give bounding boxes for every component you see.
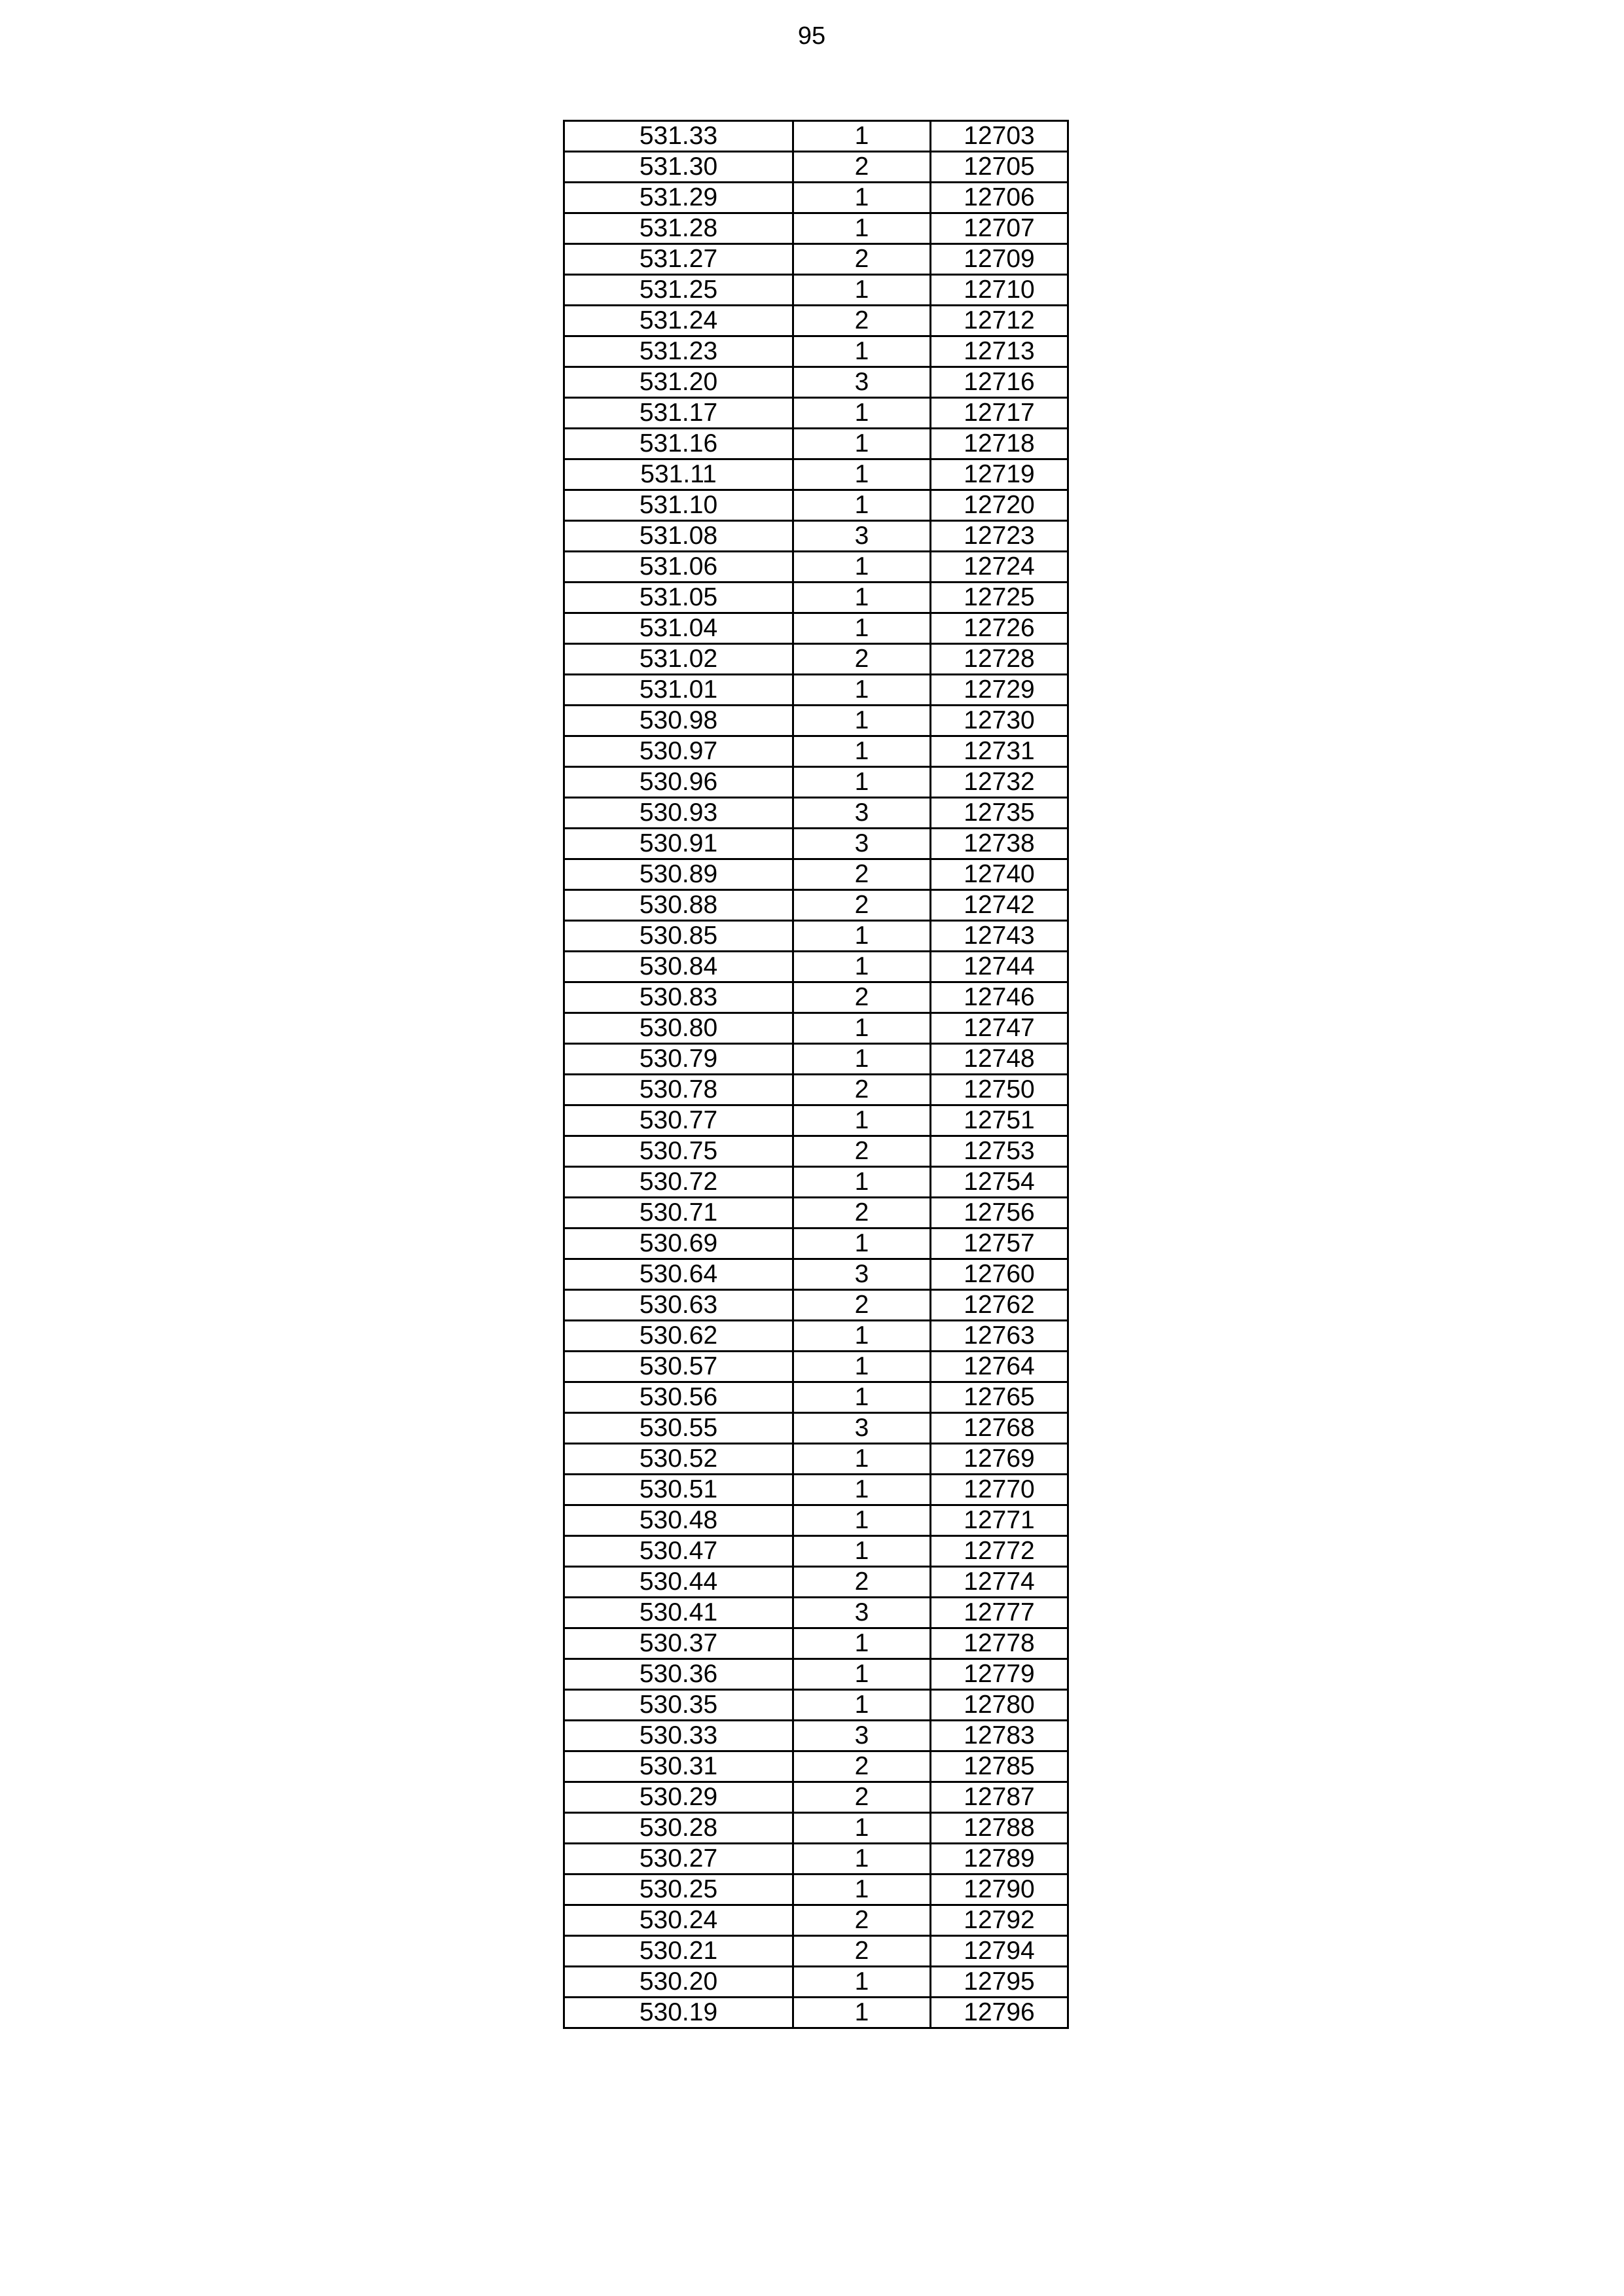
value-cell: 530.52 bbox=[564, 1444, 793, 1475]
table-row bbox=[564, 121, 1068, 152]
cumulative-cell: 12778 bbox=[931, 1628, 1068, 1659]
table-row bbox=[564, 1075, 1068, 1105]
data-table bbox=[563, 120, 1069, 2029]
table-row bbox=[564, 1844, 1068, 1874]
value-cell: 531.06 bbox=[564, 552, 793, 583]
table-row bbox=[564, 1382, 1068, 1413]
cumulative-cell: 12754 bbox=[931, 1167, 1068, 1198]
value-cell: 530.96 bbox=[564, 767, 793, 798]
count-cell: 3 bbox=[793, 1598, 931, 1628]
table-row bbox=[564, 921, 1068, 952]
table-row bbox=[564, 613, 1068, 644]
count-cell: 1 bbox=[793, 1536, 931, 1567]
table-row bbox=[564, 183, 1068, 213]
table-row bbox=[564, 152, 1068, 183]
cumulative-cell: 12794 bbox=[931, 1936, 1068, 1967]
cumulative-cell: 12712 bbox=[931, 306, 1068, 336]
count-cell: 1 bbox=[793, 613, 931, 644]
count-cell: 1 bbox=[793, 1382, 931, 1413]
value-cell: 530.36 bbox=[564, 1659, 793, 1690]
value-cell: 530.27 bbox=[564, 1844, 793, 1874]
value-cell: 530.77 bbox=[564, 1105, 793, 1136]
cumulative-cell: 12765 bbox=[931, 1382, 1068, 1413]
table-row bbox=[564, 1259, 1068, 1290]
cumulative-cell: 12744 bbox=[931, 952, 1068, 982]
cumulative-cell: 12730 bbox=[931, 706, 1068, 736]
count-cell: 1 bbox=[793, 121, 931, 152]
value-cell: 531.30 bbox=[564, 152, 793, 183]
cumulative-cell: 12780 bbox=[931, 1690, 1068, 1721]
table-row bbox=[564, 1690, 1068, 1721]
cumulative-cell: 12719 bbox=[931, 459, 1068, 490]
value-cell: 530.47 bbox=[564, 1536, 793, 1567]
value-cell: 530.20 bbox=[564, 1967, 793, 1998]
count-cell: 1 bbox=[793, 1229, 931, 1259]
table-row bbox=[564, 1813, 1068, 1844]
value-cell: 530.91 bbox=[564, 829, 793, 859]
cumulative-cell: 12718 bbox=[931, 429, 1068, 459]
table-row bbox=[564, 1475, 1068, 1505]
count-cell: 1 bbox=[793, 1352, 931, 1382]
cumulative-cell: 12705 bbox=[931, 152, 1068, 183]
value-cell: 531.23 bbox=[564, 336, 793, 367]
count-cell: 1 bbox=[793, 1813, 931, 1844]
table-row bbox=[564, 552, 1068, 583]
value-cell: 530.25 bbox=[564, 1874, 793, 1905]
count-cell: 1 bbox=[793, 213, 931, 244]
table-row bbox=[564, 1444, 1068, 1475]
cumulative-cell: 12770 bbox=[931, 1475, 1068, 1505]
value-cell: 531.29 bbox=[564, 183, 793, 213]
value-cell: 531.27 bbox=[564, 244, 793, 275]
table-row bbox=[564, 306, 1068, 336]
count-cell: 1 bbox=[793, 1167, 931, 1198]
cumulative-cell: 12723 bbox=[931, 521, 1068, 552]
count-cell: 2 bbox=[793, 859, 931, 890]
cumulative-cell: 12788 bbox=[931, 1813, 1068, 1844]
cumulative-cell: 12729 bbox=[931, 675, 1068, 706]
count-cell: 2 bbox=[793, 890, 931, 921]
count-cell: 2 bbox=[793, 1936, 931, 1967]
table-row bbox=[564, 675, 1068, 706]
table-row bbox=[564, 521, 1068, 552]
value-cell: 530.48 bbox=[564, 1505, 793, 1536]
cumulative-cell: 12792 bbox=[931, 1905, 1068, 1936]
table-row bbox=[564, 798, 1068, 829]
table-row bbox=[564, 1905, 1068, 1936]
table-row bbox=[564, 1167, 1068, 1198]
cumulative-cell: 12724 bbox=[931, 552, 1068, 583]
table-row bbox=[564, 490, 1068, 521]
table-row bbox=[564, 982, 1068, 1013]
cumulative-cell: 12743 bbox=[931, 921, 1068, 952]
table-row bbox=[564, 1598, 1068, 1628]
value-cell: 530.24 bbox=[564, 1905, 793, 1936]
count-cell: 3 bbox=[793, 521, 931, 552]
value-cell: 531.05 bbox=[564, 583, 793, 613]
cumulative-cell: 12787 bbox=[931, 1782, 1068, 1813]
cumulative-cell: 12785 bbox=[931, 1751, 1068, 1782]
value-cell: 530.89 bbox=[564, 859, 793, 890]
table-row bbox=[564, 1044, 1068, 1075]
table-row bbox=[564, 644, 1068, 675]
count-cell: 1 bbox=[793, 398, 931, 429]
count-cell: 1 bbox=[793, 675, 931, 706]
count-cell: 2 bbox=[793, 244, 931, 275]
value-cell: 531.17 bbox=[564, 398, 793, 429]
count-cell: 1 bbox=[793, 767, 931, 798]
cumulative-cell: 12713 bbox=[931, 336, 1068, 367]
count-cell: 1 bbox=[793, 1874, 931, 1905]
table-row bbox=[564, 367, 1068, 398]
value-cell: 530.44 bbox=[564, 1567, 793, 1598]
table-row bbox=[564, 890, 1068, 921]
cumulative-cell: 12779 bbox=[931, 1659, 1068, 1690]
table-row bbox=[564, 1105, 1068, 1136]
table-row bbox=[564, 1721, 1068, 1751]
table-row bbox=[564, 1352, 1068, 1382]
value-cell: 530.28 bbox=[564, 1813, 793, 1844]
table-row bbox=[564, 1413, 1068, 1444]
count-cell: 2 bbox=[793, 982, 931, 1013]
table-row bbox=[564, 1013, 1068, 1044]
count-cell: 1 bbox=[793, 490, 931, 521]
table-row bbox=[564, 1536, 1068, 1567]
value-cell: 531.10 bbox=[564, 490, 793, 521]
count-cell: 1 bbox=[793, 1628, 931, 1659]
table-row bbox=[564, 767, 1068, 798]
cumulative-cell: 12751 bbox=[931, 1105, 1068, 1136]
value-cell: 530.41 bbox=[564, 1598, 793, 1628]
value-cell: 530.35 bbox=[564, 1690, 793, 1721]
value-cell: 531.01 bbox=[564, 675, 793, 706]
value-cell: 531.11 bbox=[564, 459, 793, 490]
count-cell: 1 bbox=[793, 1105, 931, 1136]
cumulative-cell: 12747 bbox=[931, 1013, 1068, 1044]
table-row bbox=[564, 1628, 1068, 1659]
table-row bbox=[564, 1936, 1068, 1967]
count-cell: 1 bbox=[793, 275, 931, 306]
cumulative-cell: 12771 bbox=[931, 1505, 1068, 1536]
table-row bbox=[564, 859, 1068, 890]
value-cell: 530.72 bbox=[564, 1167, 793, 1198]
count-cell: 1 bbox=[793, 1044, 931, 1075]
cumulative-cell: 12764 bbox=[931, 1352, 1068, 1382]
cumulative-cell: 12750 bbox=[931, 1075, 1068, 1105]
value-cell: 531.25 bbox=[564, 275, 793, 306]
count-cell: 2 bbox=[793, 1782, 931, 1813]
table-row bbox=[564, 1136, 1068, 1167]
cumulative-cell: 12742 bbox=[931, 890, 1068, 921]
value-cell: 530.19 bbox=[564, 1998, 793, 2028]
cumulative-cell: 12756 bbox=[931, 1198, 1068, 1229]
table-row bbox=[564, 736, 1068, 767]
value-cell: 531.08 bbox=[564, 521, 793, 552]
cumulative-cell: 12768 bbox=[931, 1413, 1068, 1444]
count-cell: 1 bbox=[793, 459, 931, 490]
table-row bbox=[564, 1321, 1068, 1352]
value-cell: 530.56 bbox=[564, 1382, 793, 1413]
count-cell: 1 bbox=[793, 1505, 931, 1536]
value-cell: 530.93 bbox=[564, 798, 793, 829]
table-row bbox=[564, 1290, 1068, 1321]
count-cell: 1 bbox=[793, 1659, 931, 1690]
cumulative-cell: 12732 bbox=[931, 767, 1068, 798]
value-cell: 530.75 bbox=[564, 1136, 793, 1167]
count-cell: 3 bbox=[793, 798, 931, 829]
count-cell: 2 bbox=[793, 1075, 931, 1105]
table-row bbox=[564, 398, 1068, 429]
value-cell: 530.62 bbox=[564, 1321, 793, 1352]
cumulative-cell: 12795 bbox=[931, 1967, 1068, 1998]
count-cell: 3 bbox=[793, 1259, 931, 1290]
cumulative-cell: 12706 bbox=[931, 183, 1068, 213]
table-row bbox=[564, 336, 1068, 367]
count-cell: 1 bbox=[793, 1321, 931, 1352]
table-row bbox=[564, 1751, 1068, 1782]
value-cell: 530.71 bbox=[564, 1198, 793, 1229]
count-cell: 3 bbox=[793, 1721, 931, 1751]
cumulative-cell: 12762 bbox=[931, 1290, 1068, 1321]
count-cell: 1 bbox=[793, 1967, 931, 1998]
cumulative-cell: 12735 bbox=[931, 798, 1068, 829]
cumulative-cell: 12746 bbox=[931, 982, 1068, 1013]
count-cell: 1 bbox=[793, 1444, 931, 1475]
count-cell: 2 bbox=[793, 1136, 931, 1167]
count-cell: 2 bbox=[793, 1290, 931, 1321]
value-cell: 531.20 bbox=[564, 367, 793, 398]
count-cell: 2 bbox=[793, 1567, 931, 1598]
table-row bbox=[564, 583, 1068, 613]
cumulative-cell: 12726 bbox=[931, 613, 1068, 644]
value-cell: 530.85 bbox=[564, 921, 793, 952]
value-cell: 530.80 bbox=[564, 1013, 793, 1044]
table-row bbox=[564, 1782, 1068, 1813]
count-cell: 2 bbox=[793, 1905, 931, 1936]
value-cell: 531.02 bbox=[564, 644, 793, 675]
cumulative-cell: 12740 bbox=[931, 859, 1068, 890]
value-cell: 530.51 bbox=[564, 1475, 793, 1505]
value-cell: 530.55 bbox=[564, 1413, 793, 1444]
value-cell: 531.04 bbox=[564, 613, 793, 644]
cumulative-cell: 12731 bbox=[931, 736, 1068, 767]
count-cell: 2 bbox=[793, 306, 931, 336]
cumulative-cell: 12789 bbox=[931, 1844, 1068, 1874]
value-cell: 530.21 bbox=[564, 1936, 793, 1967]
count-cell: 3 bbox=[793, 1413, 931, 1444]
table-row bbox=[564, 1967, 1068, 1998]
table-row bbox=[564, 706, 1068, 736]
count-cell: 2 bbox=[793, 1751, 931, 1782]
count-cell: 1 bbox=[793, 552, 931, 583]
count-cell: 1 bbox=[793, 1475, 931, 1505]
value-cell: 530.79 bbox=[564, 1044, 793, 1075]
value-cell: 530.78 bbox=[564, 1075, 793, 1105]
cumulative-cell: 12790 bbox=[931, 1874, 1068, 1905]
count-cell: 1 bbox=[793, 429, 931, 459]
cumulative-cell: 12728 bbox=[931, 644, 1068, 675]
cumulative-cell: 12769 bbox=[931, 1444, 1068, 1475]
cumulative-cell: 12753 bbox=[931, 1136, 1068, 1167]
cumulative-cell: 12774 bbox=[931, 1567, 1068, 1598]
value-cell: 531.33 bbox=[564, 121, 793, 152]
table-row bbox=[564, 1229, 1068, 1259]
count-cell: 1 bbox=[793, 952, 931, 982]
cumulative-cell: 12777 bbox=[931, 1598, 1068, 1628]
table-row bbox=[564, 213, 1068, 244]
value-cell: 531.24 bbox=[564, 306, 793, 336]
cumulative-cell: 12757 bbox=[931, 1229, 1068, 1259]
value-cell: 530.33 bbox=[564, 1721, 793, 1751]
value-cell: 530.97 bbox=[564, 736, 793, 767]
count-cell: 1 bbox=[793, 1844, 931, 1874]
cumulative-cell: 12748 bbox=[931, 1044, 1068, 1075]
value-cell: 530.64 bbox=[564, 1259, 793, 1290]
table-row bbox=[564, 829, 1068, 859]
page-number: 95 bbox=[797, 22, 826, 50]
count-cell: 1 bbox=[793, 1013, 931, 1044]
count-cell: 1 bbox=[793, 921, 931, 952]
count-cell: 1 bbox=[793, 336, 931, 367]
table-row bbox=[564, 1505, 1068, 1536]
table-row bbox=[564, 459, 1068, 490]
table-row bbox=[564, 1874, 1068, 1905]
value-cell: 530.31 bbox=[564, 1751, 793, 1782]
value-cell: 531.16 bbox=[564, 429, 793, 459]
count-cell: 2 bbox=[793, 1198, 931, 1229]
cumulative-cell: 12709 bbox=[931, 244, 1068, 275]
count-cell: 1 bbox=[793, 736, 931, 767]
table-row bbox=[564, 1998, 1068, 2028]
cumulative-cell: 12738 bbox=[931, 829, 1068, 859]
table-row bbox=[564, 275, 1068, 306]
value-cell: 530.84 bbox=[564, 952, 793, 982]
cumulative-cell: 12710 bbox=[931, 275, 1068, 306]
count-cell: 1 bbox=[793, 1690, 931, 1721]
value-cell: 530.29 bbox=[564, 1782, 793, 1813]
count-cell: 1 bbox=[793, 1998, 931, 2028]
cumulative-cell: 12763 bbox=[931, 1321, 1068, 1352]
value-cell: 530.69 bbox=[564, 1229, 793, 1259]
value-cell: 530.57 bbox=[564, 1352, 793, 1382]
table-row bbox=[564, 429, 1068, 459]
value-cell: 530.88 bbox=[564, 890, 793, 921]
value-cell: 530.37 bbox=[564, 1628, 793, 1659]
cumulative-cell: 12703 bbox=[931, 121, 1068, 152]
value-cell: 531.28 bbox=[564, 213, 793, 244]
table-row bbox=[564, 244, 1068, 275]
cumulative-cell: 12720 bbox=[931, 490, 1068, 521]
count-cell: 2 bbox=[793, 152, 931, 183]
count-cell: 3 bbox=[793, 367, 931, 398]
cumulative-cell: 12783 bbox=[931, 1721, 1068, 1751]
cumulative-cell: 12725 bbox=[931, 583, 1068, 613]
cumulative-cell: 12760 bbox=[931, 1259, 1068, 1290]
cumulative-cell: 12716 bbox=[931, 367, 1068, 398]
table-row bbox=[564, 1567, 1068, 1598]
table-row bbox=[564, 1198, 1068, 1229]
value-cell: 530.83 bbox=[564, 982, 793, 1013]
cumulative-cell: 12796 bbox=[931, 1998, 1068, 2028]
count-cell: 2 bbox=[793, 644, 931, 675]
cumulative-cell: 12772 bbox=[931, 1536, 1068, 1567]
count-cell: 1 bbox=[793, 183, 931, 213]
count-cell: 1 bbox=[793, 583, 931, 613]
count-cell: 1 bbox=[793, 706, 931, 736]
table-row bbox=[564, 1659, 1068, 1690]
table-body bbox=[564, 121, 1068, 2028]
cumulative-cell: 12717 bbox=[931, 398, 1068, 429]
cumulative-cell: 12707 bbox=[931, 213, 1068, 244]
count-cell: 3 bbox=[793, 829, 931, 859]
table-row bbox=[564, 952, 1068, 982]
value-cell: 530.98 bbox=[564, 706, 793, 736]
value-cell: 530.63 bbox=[564, 1290, 793, 1321]
